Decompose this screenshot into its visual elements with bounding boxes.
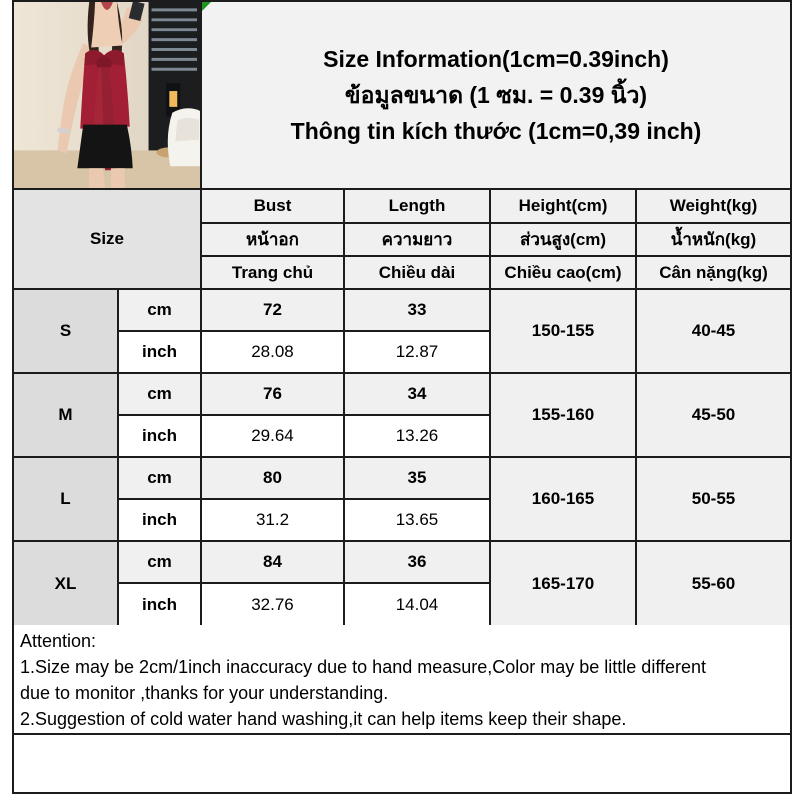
value-cell: 13.26: [344, 415, 490, 457]
value-cell: 160-165: [490, 457, 636, 541]
value-cell: 45-50: [636, 373, 790, 457]
unit-label-cm: cm: [118, 457, 201, 499]
title-th: ข้อมูลขนาด (1 ซม. = 0.39 นิ้ว): [344, 82, 648, 108]
value-cell: 29.64: [201, 415, 344, 457]
value-cell: 36: [344, 541, 490, 583]
header-height-th: ส่วนสูง(cm): [490, 223, 636, 256]
value-cell: 155-160: [490, 373, 636, 457]
header-length-vi: Chiều dài: [344, 256, 490, 289]
value-cell: 28.08: [201, 331, 344, 373]
attention-heading: Attention:: [20, 631, 97, 651]
value-cell: 34: [344, 373, 490, 415]
value-cell: 31.2: [201, 499, 344, 541]
attention-line: 1.Size may be 2cm/1inch inaccuracy due to hand measure,Color may be little different: [20, 657, 707, 677]
header-height-vi: Chiều cao(cm): [490, 256, 636, 289]
size-chart-sheet: [12, 0, 792, 794]
value-cell: 33: [344, 289, 490, 331]
value-cell: 32.76: [201, 583, 344, 625]
title-block: [202, 2, 790, 188]
unit-label-inch: inch: [118, 331, 201, 373]
header-length-en: Length: [344, 190, 490, 223]
attention-line: 2.Suggestion of cold water hand washing,it can help items keep their shape.: [20, 709, 627, 729]
corner-flag-icon: [202, 2, 211, 11]
unit-label-inch: inch: [118, 583, 201, 625]
size-label-l: L: [14, 457, 118, 541]
unit-label-inch: inch: [118, 415, 201, 457]
product-photo: [14, 2, 202, 188]
header-weight-en: Weight(kg): [636, 190, 790, 223]
header-bust-th: หน้าอก: [201, 223, 344, 256]
attention-notes: [14, 625, 790, 735]
value-cell: 12.87: [344, 331, 490, 373]
attention-line: due to monitor ,thanks for your understanding.: [20, 683, 389, 703]
value-cell: 55-60: [636, 541, 790, 625]
unit-label-cm: cm: [118, 541, 201, 583]
title-en: Size Information(1cm=0.39inch): [323, 46, 669, 72]
size-label-xl: XL: [14, 541, 118, 625]
value-cell: 76: [201, 373, 344, 415]
value-cell: 14.04: [344, 583, 490, 625]
value-cell: 150-155: [490, 289, 636, 373]
value-cell: 13.65: [344, 499, 490, 541]
header-bust-en: Bust: [201, 190, 344, 223]
unit-label-cm: cm: [118, 289, 201, 331]
header-bust-vi: Trang chủ: [201, 256, 344, 289]
size-label-s: S: [14, 289, 118, 373]
value-cell: 80: [201, 457, 344, 499]
header-weight-th: น้ำหนัก(kg): [636, 223, 790, 256]
size-corner-header: Size: [14, 190, 201, 289]
value-cell: 50-55: [636, 457, 790, 541]
size-table: [14, 190, 790, 625]
product-photo-illustration: [14, 2, 200, 188]
value-cell: 165-170: [490, 541, 636, 625]
title-vi: Thông tin kích thước (1cm=0,39 inch): [290, 118, 702, 144]
top-band: [14, 2, 790, 190]
unit-label-cm: cm: [118, 373, 201, 415]
value-cell: 35: [344, 457, 490, 499]
empty-footer-area: [14, 735, 790, 792]
value-cell: 84: [201, 541, 344, 583]
unit-label-inch: inch: [118, 499, 201, 541]
size-label-m: M: [14, 373, 118, 457]
value-cell: 40-45: [636, 289, 790, 373]
header-height-en: Height(cm): [490, 190, 636, 223]
value-cell: 72: [201, 289, 344, 331]
header-length-th: ความยาว: [344, 223, 490, 256]
header-weight-vi: Cân nặng(kg): [636, 256, 790, 289]
